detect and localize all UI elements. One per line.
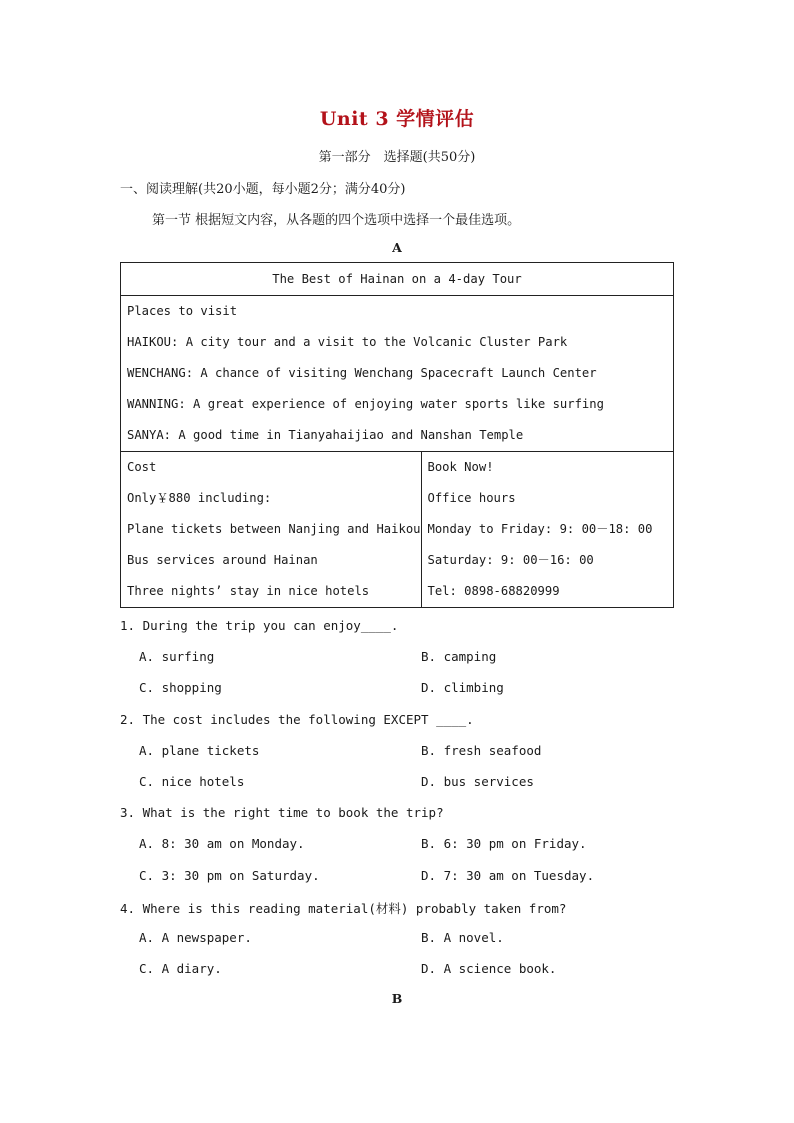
option-b: B. camping — [421, 649, 497, 664]
places-line: Places to visit — [127, 304, 238, 318]
subsection-instruction: 第一节 根据短文内容，从各题的四个选项中选择一个最佳选项。 — [152, 213, 521, 228]
tour-table — [120, 262, 674, 608]
option-c: C. shopping — [139, 680, 222, 695]
places-line: WENCHANG: A chance of visiting Wenchang Spacecraft Launch Center — [127, 366, 597, 380]
booking-line: Monday to Friday: 9: 00－18: 00 — [427, 522, 653, 536]
question-stem: 1. During the trip you can enjoy____. — [120, 618, 399, 633]
booking-cell — [421, 452, 674, 608]
option-a: A. surfing — [139, 649, 215, 664]
option-a: A. A newspaper. — [139, 930, 252, 945]
option-b: B. fresh seafood — [421, 743, 542, 758]
option-a: A. plane tickets — [139, 743, 260, 758]
option-b: B. 6: 30 pm on Friday. — [421, 836, 587, 851]
cost-line: Cost — [127, 460, 157, 474]
passage-a-label: A — [392, 240, 402, 255]
part-heading: 第一部分 选择题(共50分) — [318, 150, 476, 165]
section-heading: 一、阅读理解(共20小题，每小题2分；满分40分) — [120, 182, 406, 197]
places-line: HAIKOU: A city tour and a visit to the Volcanic Cluster Park — [127, 335, 568, 349]
tour-heading: The Best of Hainan on a 4-day Tour — [272, 272, 522, 286]
tour-heading-cell — [121, 263, 674, 296]
cost-cell — [121, 452, 422, 608]
question-stem: 2. The cost includes the following EXCEPT ____. — [120, 712, 474, 727]
option-b: B. A novel. — [421, 930, 504, 945]
option-c: C. 3: 30 pm on Saturday. — [139, 868, 320, 883]
cost-line: Only￥880 including: — [127, 491, 272, 505]
question-stem: 4. Where is this reading material(材料) probably taken from? — [120, 901, 567, 916]
passage-b-label: B — [391, 991, 403, 1006]
option-c: C. A diary. — [139, 961, 222, 976]
booking-line: Saturday: 9: 00－16: 00 — [427, 553, 594, 567]
cost-line: Plane tickets between Nanjing and Haikou — [127, 522, 421, 536]
places-line: SANYA: A good time in Tianyahaijiao and Nanshan Temple — [127, 428, 524, 442]
cost-line: Three nights’ stay in nice hotels — [127, 584, 370, 598]
option-d: D. A science book. — [421, 961, 557, 976]
option-c: C. nice hotels — [139, 774, 245, 789]
option-a: A. 8: 30 am on Monday. — [139, 836, 305, 851]
cost-line: Bus services around Hainan — [127, 553, 318, 567]
places-line: WANNING: A great experience of enjoying water sports like surfing — [127, 397, 604, 411]
page-title: Unit 3 学情评估 — [319, 108, 475, 130]
booking-line: Book Now! — [427, 460, 494, 474]
option-d: D. 7: 30 am on Tuesday. — [421, 868, 595, 883]
places-cell — [121, 296, 674, 452]
booking-line: Tel: 0898-68820999 — [427, 584, 560, 598]
question-stem: 3. What is the right time to book the trip? — [120, 805, 444, 820]
booking-line: Office hours — [427, 491, 516, 505]
option-d: D. bus services — [421, 774, 534, 789]
option-d: D. climbing — [421, 680, 504, 695]
